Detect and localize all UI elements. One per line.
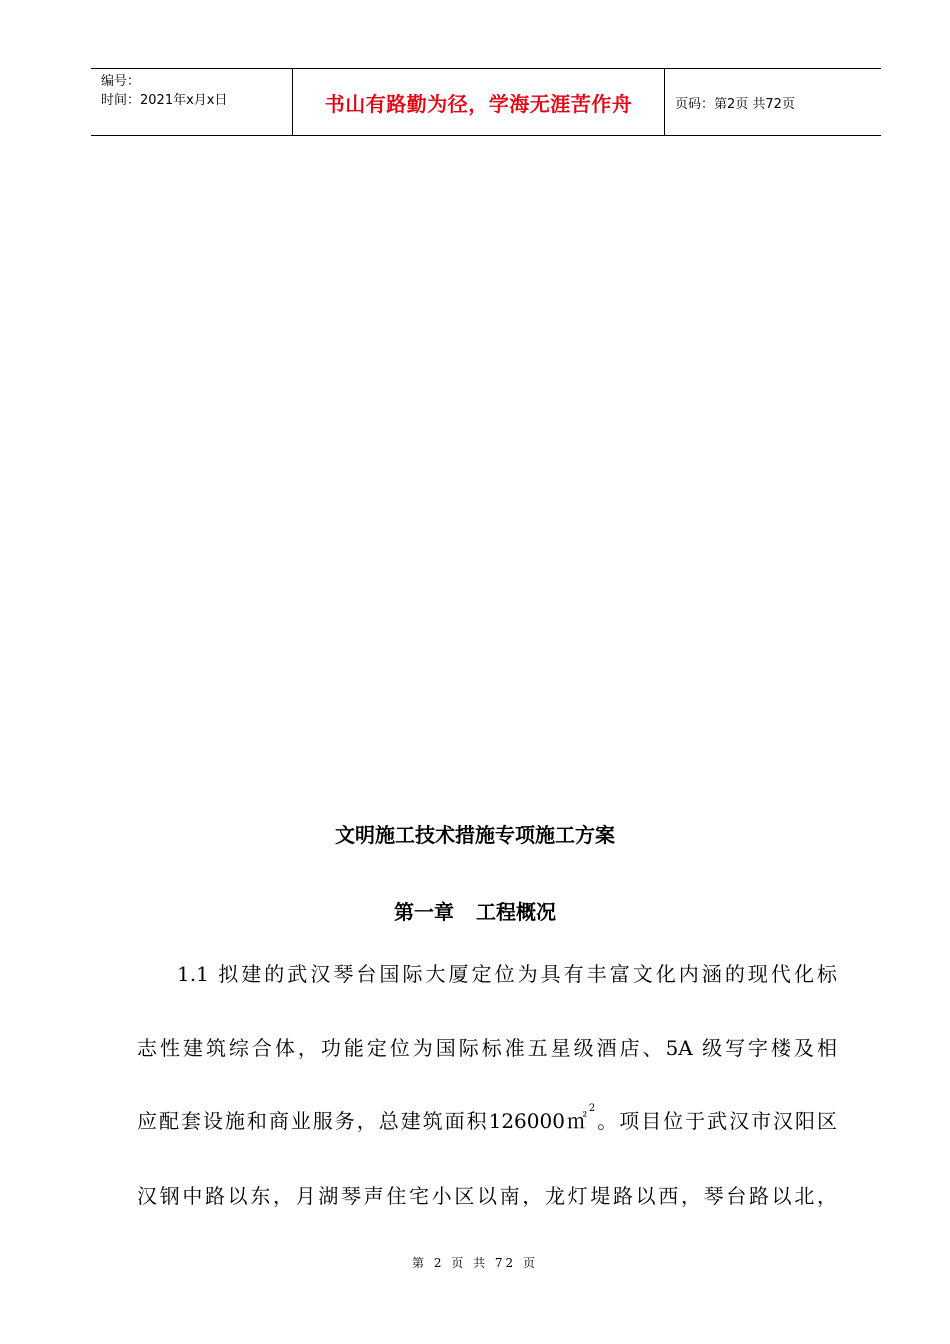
location-text: 。项目位于武汉市汉阳区 xyxy=(595,1109,838,1133)
chapter-number: 第一章 xyxy=(394,900,454,924)
number-label: 编号： xyxy=(101,74,141,89)
page-header xyxy=(91,68,881,136)
chapter-title: 工程概况 xyxy=(476,900,556,924)
header-page-info: 页码：第2页 共72页 xyxy=(675,97,795,112)
time-label: 时间：2021年x月x日 xyxy=(101,93,228,108)
header-meta xyxy=(91,69,293,136)
area-text: 应配套设施和商业服务，总建筑面积126000㎡ xyxy=(137,1109,589,1133)
paragraph-line: 1.1 拟建的武汉琴台国际大厦定位为具有丰富文化内涵的现代化标 xyxy=(177,962,837,986)
paragraph-line xyxy=(137,1105,837,1134)
header-motto: 书山有路勤为径，学海无涯苦作舟 xyxy=(293,69,665,136)
paragraph-line: 志性建筑综合体，功能定位为国际标准五星级酒店、5A 级写字楼及相 xyxy=(137,1036,837,1060)
page-footer: 第 2 页 共 72 页 xyxy=(412,1256,538,1270)
chapter-heading xyxy=(0,896,950,925)
paragraph-line: 汉钢中路以东，月湖琴声住宅小区以南，龙灯堤路以西，琴台路以北， xyxy=(137,1184,837,1208)
document-title: 文明施工技术措施专项施工方案 xyxy=(335,823,615,847)
area-superscript: 2 xyxy=(588,1103,596,1114)
